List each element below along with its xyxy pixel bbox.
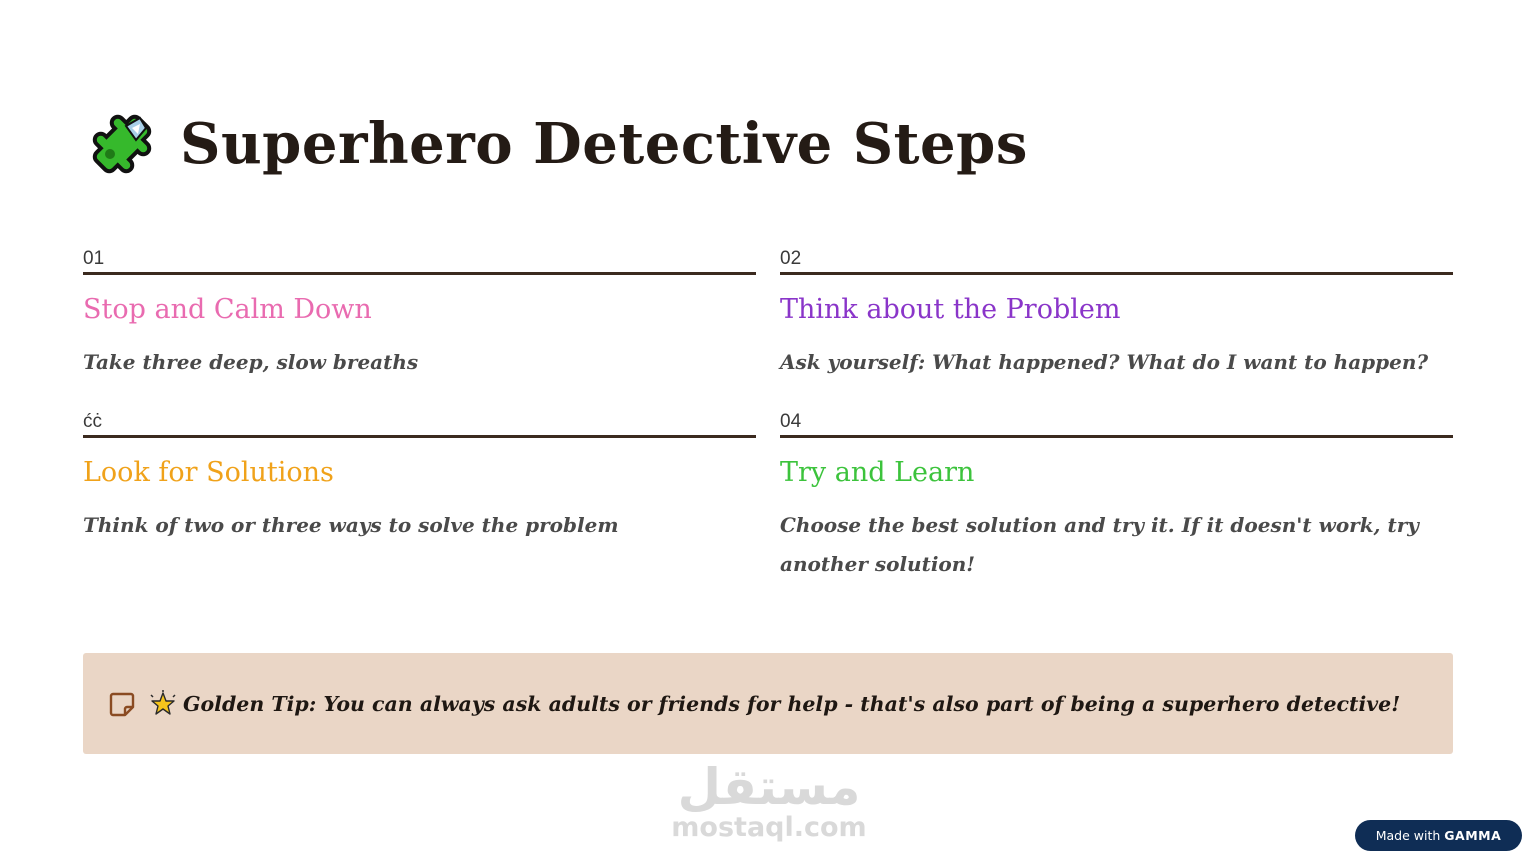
step-card: [83, 408, 756, 584]
title-row: [86, 108, 1028, 180]
page-title: Superhero Detective Steps: [180, 111, 1028, 177]
step-number: 04: [780, 408, 1453, 438]
step-number: ćċ: [83, 408, 756, 438]
mostaql-watermark: [664, 756, 874, 842]
puzzle-icon: [86, 108, 158, 180]
step-card: [83, 245, 756, 382]
badge-prefix: Made with: [1375, 828, 1441, 843]
glowing-star-icon: [149, 690, 177, 718]
gamma-logo: GAMMA: [1444, 828, 1502, 843]
steps-grid: [83, 245, 1453, 584]
step-number: 02: [780, 245, 1453, 275]
step-description: Ask yourself: What happened? What do I want to happen?: [780, 350, 1429, 374]
golden-tip-callout: [83, 653, 1453, 754]
step-card: [780, 408, 1453, 584]
step-title: Stop and Calm Down: [83, 294, 372, 325]
step-number: 01: [83, 245, 756, 275]
golden-tip-text: Golden Tip: You can always ask adults or friends for help - that's also part of being a superhero detective!: [183, 691, 1401, 716]
watermark-arabic: مستقل: [677, 758, 861, 816]
step-title: Look for Solutions: [83, 457, 334, 488]
watermark-latin: mostaql.com: [671, 812, 867, 843]
step-description: Think of two or three ways to solve the problem: [83, 513, 619, 537]
step-card: [780, 245, 1453, 382]
sticky-note-icon: [109, 691, 135, 717]
step-description: Take three deep, slow breaths: [83, 350, 419, 374]
step-description: Choose the best solution and try it. If it doesn't work, try another solution!: [780, 513, 1419, 576]
step-title: Try and Learn: [780, 457, 975, 488]
step-title: Think about the Problem: [780, 294, 1121, 325]
made-with-gamma-button[interactable]: [1355, 820, 1522, 851]
